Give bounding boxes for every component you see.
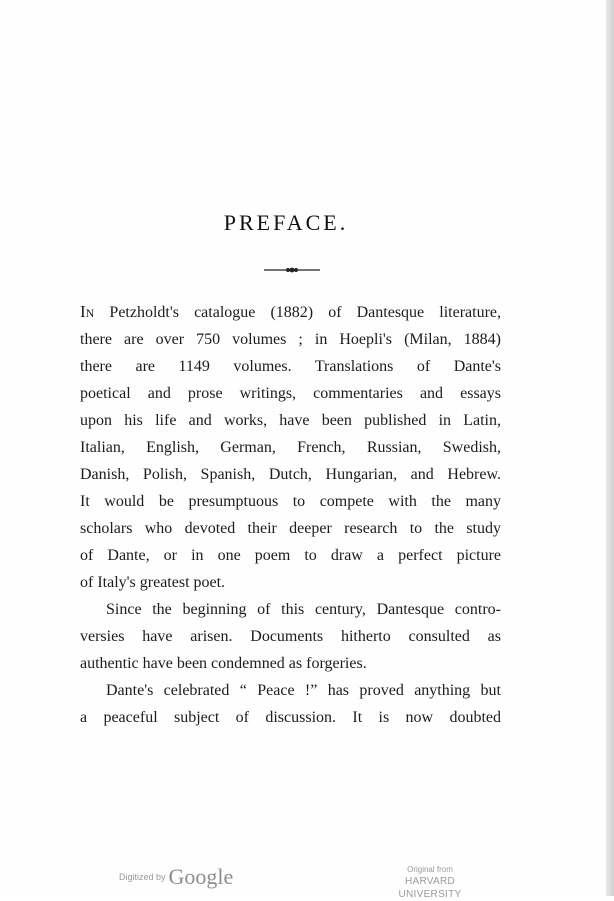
page-title: PREFACE. bbox=[223, 210, 349, 235]
text-line: Since the beginning of this century, Dantesque contro- bbox=[106, 601, 501, 618]
text-line: versies have arisen. Documents hitherto consulted as bbox=[80, 628, 501, 645]
text-line: poetical and prose writings, commentaries and essays bbox=[80, 385, 501, 402]
institution-label: HARVARD UNIVERSITY bbox=[398, 876, 462, 900]
text-line: In Petzholdt's catalogue (1882) of Dantesque literature, bbox=[80, 302, 501, 321]
digitized-label: Digitized by bbox=[119, 872, 166, 882]
text-line: Italian, English, German, French, Russian, Swedish, bbox=[80, 439, 501, 456]
google-logo: Google bbox=[168, 864, 234, 889]
body-text bbox=[80, 298, 501, 731]
text-line: It would be presumptuous to compete with the many bbox=[80, 493, 501, 510]
text-line: there are over 750 volumes ; in Hoepli's (Milan, 1884) bbox=[80, 331, 501, 348]
text-line: Dante's celebrated “ Peace !” has proved anything but bbox=[106, 682, 501, 699]
text-line: of Dante, or in one poem to draw a perfect picture bbox=[80, 547, 501, 564]
digitized-by-watermark bbox=[119, 864, 233, 890]
text-line: authentic have been condemned as forgeries. bbox=[80, 655, 367, 672]
text-line: there are 1149 volumes. Translations of Dante's bbox=[80, 358, 501, 375]
ornament-divider bbox=[264, 266, 320, 274]
text-line: upon his life and works, have been published in Latin, bbox=[80, 412, 501, 429]
paragraph-1 bbox=[80, 298, 501, 596]
paragraph-2 bbox=[80, 596, 501, 677]
page-edge-shadow bbox=[606, 0, 614, 896]
paragraph-3 bbox=[80, 677, 501, 731]
original-from-label: Original from bbox=[407, 865, 453, 874]
lead-word: In bbox=[80, 302, 95, 321]
text-line: a peaceful subject of discussion. It is now doubted bbox=[80, 709, 501, 726]
text-line: Danish, Polish, Spanish, Dutch, Hungarian, and Hebrew. bbox=[80, 466, 501, 483]
text-line: of Italy's greatest poet. bbox=[80, 574, 226, 591]
text-line: scholars who devoted their deeper research to the study bbox=[80, 520, 501, 537]
